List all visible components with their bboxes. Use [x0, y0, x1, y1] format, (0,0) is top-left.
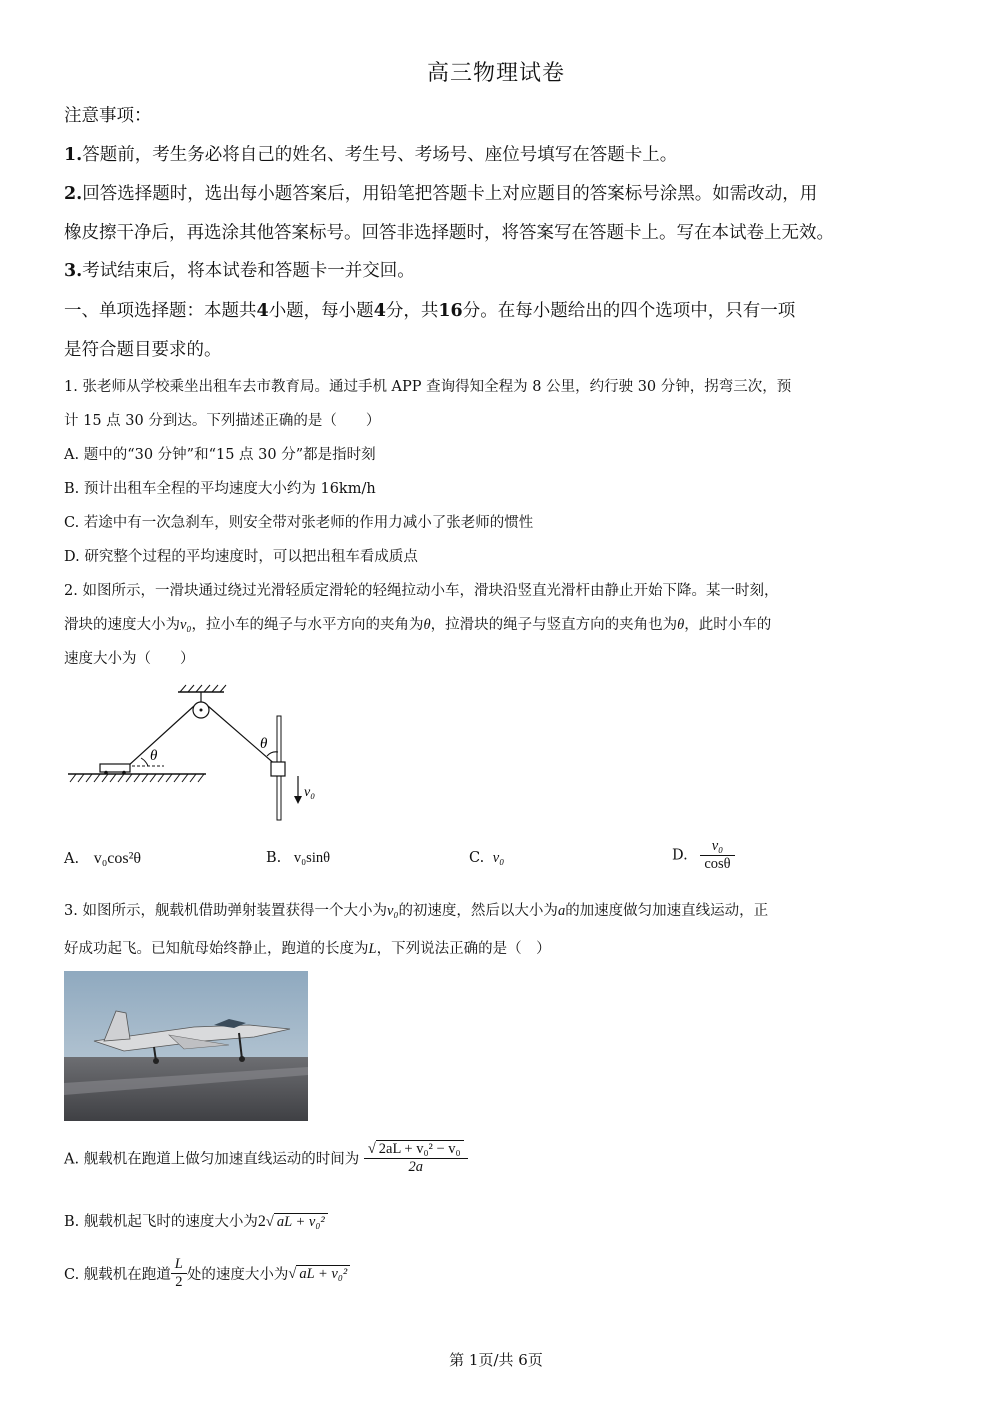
- ground-hatch: [70, 774, 204, 782]
- q1-option-c: C. 若途中有一次急刹车，则安全带对张老师的作用力减小了张老师的惯性: [64, 515, 534, 531]
- q3-option-b-coefficient: 2: [257, 1213, 266, 1230]
- section1-text-d: 分。在每小题给出的四个选项中，只有一项: [462, 301, 796, 321]
- q3-option-a-fraction: [364, 1140, 468, 1176]
- q3-text-c: 的加速度做匀加速直线运动，正: [565, 903, 769, 919]
- note-3: [64, 261, 415, 281]
- note-1-number: 1.: [64, 145, 83, 165]
- q2-theta-2: θ: [677, 617, 685, 633]
- q3-option-c-text-b: 处的速度大小为: [186, 1267, 289, 1283]
- angle-arc-slider: [267, 752, 278, 756]
- q1-line2: 计 15 点 30 分到达。下列描述正确的是（ ）: [64, 413, 381, 429]
- q2-option-b: [266, 850, 330, 867]
- q3-option-b-sqrt: √ aL + v₀²: [266, 1214, 328, 1230]
- q3-option-a-denominator: 2a: [408, 1159, 423, 1175]
- q2-option-c: [469, 850, 504, 867]
- q2-text-a: 滑块的速度大小为: [64, 617, 180, 633]
- note-1: [64, 145, 677, 165]
- q3-option-a: [64, 1140, 468, 1176]
- q3-option-c-fraction: [171, 1256, 187, 1291]
- section1-line1: [64, 301, 795, 321]
- q1-line1: 1. 张老师从学校乘坐出租车去市教育局。通过手机 APP 查询得知全程为 8 公里，约行驶 30 分钟，拐弯三次，预: [64, 379, 792, 395]
- q2-option-d-numerator: v₀: [700, 838, 734, 856]
- slider-block: [271, 762, 285, 776]
- note-2-text-1: 回答选择题时，选出每小题答案后，用铅笔把答题卡上对应题目的答案标号涂黑。如需改动，用: [82, 184, 818, 204]
- velocity-arrow-head: [294, 796, 302, 804]
- carrier-jet-photo: [64, 971, 308, 1121]
- q2-text-b: ，拉小车的绳子与水平方向的夹角为: [191, 617, 424, 633]
- q2-option-d: [672, 838, 735, 873]
- section1-count: 4: [256, 301, 269, 321]
- q3-option-c-sqrt: √ aL + v₀²: [288, 1266, 350, 1282]
- q2-option-a-expr: v₀cos²θ: [93, 850, 142, 867]
- q3-option-c-numerator: L: [171, 1256, 187, 1274]
- notes-heading: 注意事项：: [64, 106, 152, 126]
- ceiling-hatch: [180, 685, 226, 692]
- section1-line2: 是符合题目要求的。: [64, 340, 222, 360]
- theta-label-slider: θ: [260, 736, 268, 752]
- angle-arc-car: [141, 758, 148, 766]
- q3-option-b: [64, 1210, 328, 1231]
- q3-v0: v₀: [386, 903, 399, 919]
- q3-option-b-radicand: aL + v₀²: [274, 1213, 328, 1231]
- page-footer: 第 1页/共 6页: [449, 1351, 543, 1369]
- q2-theta-1: θ: [423, 617, 431, 633]
- page-title: 高三物理试卷: [426, 61, 565, 86]
- q3-option-c-denominator: 2: [175, 1274, 183, 1290]
- q3-option-a-numerator: √ 2aL + v₀² − v₀: [364, 1140, 468, 1159]
- q3-option-b-text: B. 舰载机起飞时的速度大小为: [64, 1214, 258, 1230]
- note-2-number: 2.: [64, 184, 83, 204]
- section1-each: 4: [373, 301, 386, 321]
- q2-text-c: ，拉滑块的绳子与竖直方向的夹角也为: [430, 617, 678, 633]
- q2-line1: 2. 如图所示，一滑块通过绕过光滑轻质定滑轮的轻绳拉动小车，滑块沿竖直光滑杆由静止开始下降。某一时刻，: [64, 583, 779, 599]
- q3-line1: [64, 902, 768, 920]
- q2-line2: [64, 616, 771, 634]
- v0-label: v₀: [304, 785, 316, 800]
- section1-total: 16: [438, 301, 463, 321]
- q2-option-c-label: C.: [469, 850, 485, 866]
- wheel-front: [239, 1056, 245, 1062]
- note-1-text: 答题前，考生务必将自己的姓名、考生号、考场号、座位号填写在答题卡上。: [82, 145, 678, 165]
- q2-text-d: ，此时小车的: [684, 617, 772, 633]
- q2-option-d-denominator: cosθ: [704, 856, 731, 872]
- q2-option-b-expr: v₀sinθ: [293, 850, 331, 866]
- q2-option-d-label: D.: [672, 847, 688, 864]
- section1-text-b: 小题，每小题: [268, 301, 374, 321]
- car-body: [100, 764, 130, 772]
- q3-option-a-radicand: 2aL + v₀² − v₀: [376, 1140, 464, 1158]
- q3-option-c-radicand: aL + v₀²: [296, 1265, 350, 1283]
- q2-option-d-fraction: [700, 838, 734, 873]
- car-wheel-left: [104, 771, 108, 775]
- section1-text-a: 一、单项选择题：本题共: [64, 301, 257, 321]
- q2-option-a-label: A.: [64, 851, 80, 867]
- rope-to-car: [128, 706, 194, 766]
- q3-line2: [64, 940, 551, 958]
- q3-text-a: 3. 如图所示，舰载机借助弹射装置获得一个大小为: [64, 903, 387, 919]
- note-3-number: 3.: [64, 261, 83, 281]
- q3-option-a-text: A. 舰载机在跑道上做匀加速直线运动的时间为: [64, 1151, 360, 1168]
- q2-option-c-expr: v₀: [492, 850, 505, 866]
- theta-label-car: θ: [150, 748, 158, 764]
- q2-v0: v₀: [180, 617, 192, 633]
- car-wheel-right: [122, 771, 126, 775]
- q2-option-b-label: B.: [266, 850, 282, 866]
- q3-text-b: 的初速度，然后以大小为: [398, 903, 558, 919]
- q1-option-d: D. 研究整个过程的平均速度时，可以把出租车看成质点: [64, 549, 418, 565]
- q3-L: L: [368, 941, 377, 957]
- pulley-axle: [200, 709, 203, 712]
- q1-option-a: A. 题中的“30 分钟”和“15 点 30 分”都是指时刻: [64, 447, 376, 463]
- q1-option-b: B. 预计出租车全程的平均速度大小约为 16km/h: [64, 481, 376, 497]
- q3-option-c-text-a: C. 舰载机在跑道: [64, 1267, 171, 1283]
- note-3-text: 考试结束后，将本试卷和答题卡一并交回。: [82, 261, 415, 281]
- section1-text-c: 分，共: [385, 301, 439, 321]
- q3-a: a: [557, 903, 566, 919]
- q2-option-a: [64, 850, 141, 868]
- wheel-rear: [153, 1058, 159, 1064]
- q3-text-d: 好成功起飞。已知航母始终静止，跑道的长度为: [64, 941, 369, 957]
- q3-text-e: ，下列说法正确的是（ ）: [376, 941, 551, 957]
- q2-line3: 速度大小为（ ）: [64, 651, 195, 667]
- pulley-diagram: [64, 684, 344, 824]
- q3-option-c: [64, 1256, 350, 1291]
- note-2-line2: 橡皮擦干净后，再选涂其他答案标号。回答非选择题时，将答案写在答题卡上。写在本试卷上无效。: [64, 223, 834, 243]
- note-2-line1: [64, 184, 817, 204]
